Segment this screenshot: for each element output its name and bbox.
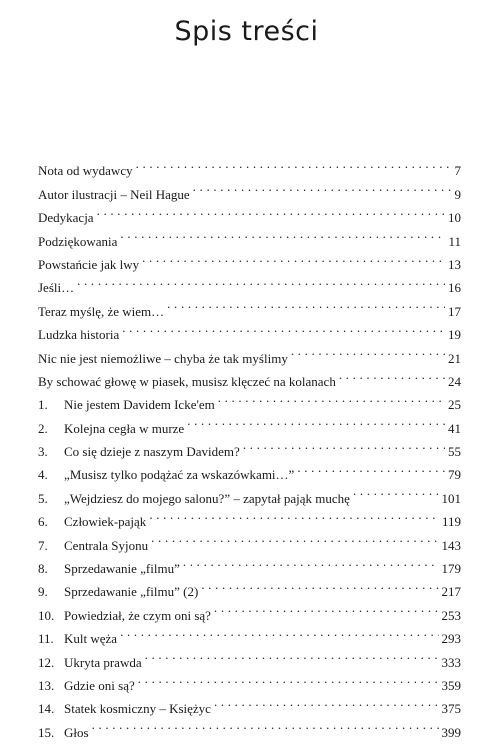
toc-entry-label: Kult węża <box>64 631 118 647</box>
toc-entry-page: 399 <box>441 724 461 740</box>
toc-dot-leader <box>120 620 438 643</box>
toc-entry-number: 2. <box>38 420 48 436</box>
toc-entry-page: 13 <box>448 256 461 272</box>
toc-entry-number: 8. <box>38 561 48 577</box>
toc-entry-label: Powiedział, że czym oni są? <box>64 607 211 623</box>
toc-entry-number: 1. <box>38 397 48 413</box>
toc-entry[interactable] <box>38 199 461 226</box>
toc-entry-page: 17 <box>448 303 461 319</box>
toc-entry-page: 7 <box>454 163 461 179</box>
toc-entry-page: 293 <box>441 631 461 647</box>
toc-entry-page: 19 <box>448 327 461 343</box>
toc-entry-page: 11 <box>448 233 461 249</box>
toc-dot-leader <box>151 526 438 549</box>
toc-entry-label: Człowiek-pająk <box>64 514 147 530</box>
toc-entry-label: Gdzie oni są? <box>64 677 135 693</box>
toc-entry-label: Nie jestem Davidem Icke'em <box>64 397 215 413</box>
toc-entry-label: Podziękowania <box>38 233 118 249</box>
toc-entry-number: 12. <box>38 654 55 670</box>
toc-entry-label: Co się dzieje z naszym Davidem? <box>64 444 240 460</box>
toc-dot-leader <box>297 456 445 479</box>
toc-dot-leader <box>142 246 445 269</box>
toc-entry[interactable] <box>38 292 461 319</box>
toc-entry-label: Nic nie jest niemożliwe – chyba że tak myślimy <box>38 350 288 366</box>
toc-dot-leader <box>214 596 439 619</box>
toc-entry-page: 217 <box>441 584 461 600</box>
toc-entry-label: Kolejna cegła w murze <box>64 420 185 436</box>
toc-dot-leader <box>92 713 439 736</box>
toc-dot-leader <box>149 503 439 526</box>
toc-entry-label: By schować głowę w piasek, musisz klęczeć na kolanach <box>38 373 336 389</box>
toc-entry-page: 143 <box>441 537 461 553</box>
toc-dot-leader <box>201 573 438 596</box>
toc-dot-leader <box>120 222 445 245</box>
toc-entry-page: 16 <box>448 280 461 296</box>
table-of-contents <box>38 152 461 740</box>
toc-entry-page: 9 <box>454 186 461 202</box>
toc-dot-leader <box>353 479 439 502</box>
toc-entry-number: 11. <box>38 631 54 647</box>
toc-entry[interactable] <box>38 269 461 296</box>
toc-entry-page: 359 <box>441 677 461 693</box>
toc-entry-page: 25 <box>448 397 461 413</box>
toc-entry-page: 10 <box>448 210 461 226</box>
toc-entry-label: Powstańcie jak lwy <box>38 256 140 272</box>
toc-entry-page: 21 <box>448 350 461 366</box>
toc-entry-label: „Wejdziesz do mojego salonu?” – zapytał pająk muchę <box>64 490 350 506</box>
toc-entry-number: 9. <box>38 584 48 600</box>
toc-entry-number: 7. <box>38 537 48 553</box>
toc-entry-page: 179 <box>441 561 461 577</box>
toc-dot-leader <box>243 433 445 456</box>
toc-dot-leader <box>291 339 445 362</box>
toc-entry-number: 6. <box>38 514 48 530</box>
toc-dot-leader <box>145 643 439 666</box>
toc-dot-leader <box>136 152 452 175</box>
toc-entry-page: 79 <box>448 467 461 483</box>
toc-dot-leader <box>214 690 439 713</box>
toc-dot-leader <box>339 363 445 386</box>
toc-entry[interactable] <box>38 152 461 179</box>
toc-entry-label: Statek kosmiczny – Księżyc <box>64 701 211 717</box>
toc-dot-leader <box>218 386 445 409</box>
toc-dot-leader <box>97 199 445 222</box>
toc-entry-number: 4. <box>38 467 48 483</box>
toc-dot-leader <box>122 316 445 339</box>
toc-entry-page: 253 <box>441 607 461 623</box>
toc-entry-page: 375 <box>441 701 461 717</box>
toc-entry-label: Jeśli… <box>38 280 75 296</box>
toc-dot-leader <box>193 175 452 198</box>
toc-dot-leader <box>183 550 439 573</box>
toc-entry-label: „Musisz tylko podążać za wskazówkami…” <box>64 467 295 483</box>
toc-entry-number: 15. <box>38 724 55 740</box>
toc-entry-number: 14. <box>38 701 55 717</box>
toc-entry-page: 119 <box>441 514 461 530</box>
toc-entry-label: Nota od wydawcy <box>38 163 133 179</box>
toc-entry-label: Ukryta prawda <box>64 654 142 670</box>
toc-entry-label: Głos <box>64 724 89 740</box>
toc-entry-label: Autor ilustracji – Neil Hague <box>38 186 190 202</box>
toc-entry-label: Ludzka historia <box>38 327 120 343</box>
toc-entry-label: Sprzedawanie „filmu” <box>64 561 180 577</box>
toc-dot-leader <box>187 409 445 432</box>
toc-entry[interactable] <box>38 222 461 249</box>
toc-entry-page: 55 <box>448 444 461 460</box>
toc-entry-label: Dedykacja <box>38 210 94 226</box>
toc-entry-page: 24 <box>448 373 461 389</box>
toc-entry-page: 41 <box>448 420 461 436</box>
toc-entry-page: 101 <box>441 490 461 506</box>
toc-entry-number: 10. <box>38 607 55 623</box>
toc-dot-leader <box>138 667 439 690</box>
toc-dot-leader <box>167 292 445 315</box>
toc-entry-number: 3. <box>38 444 48 460</box>
toc-entry[interactable] <box>38 713 461 740</box>
toc-entry-number: 5. <box>38 490 48 506</box>
toc-entry-label: Sprzedawanie „filmu” (2) <box>64 584 199 600</box>
page-title: Spis treści <box>174 16 319 47</box>
toc-entry-page: 333 <box>441 654 461 670</box>
toc-entry-label: Teraz myślę, że wiem… <box>38 303 165 319</box>
toc-entry-label: Centrala Syjonu <box>64 537 149 553</box>
toc-dot-leader <box>77 269 445 292</box>
toc-entry-number: 13. <box>38 677 55 693</box>
